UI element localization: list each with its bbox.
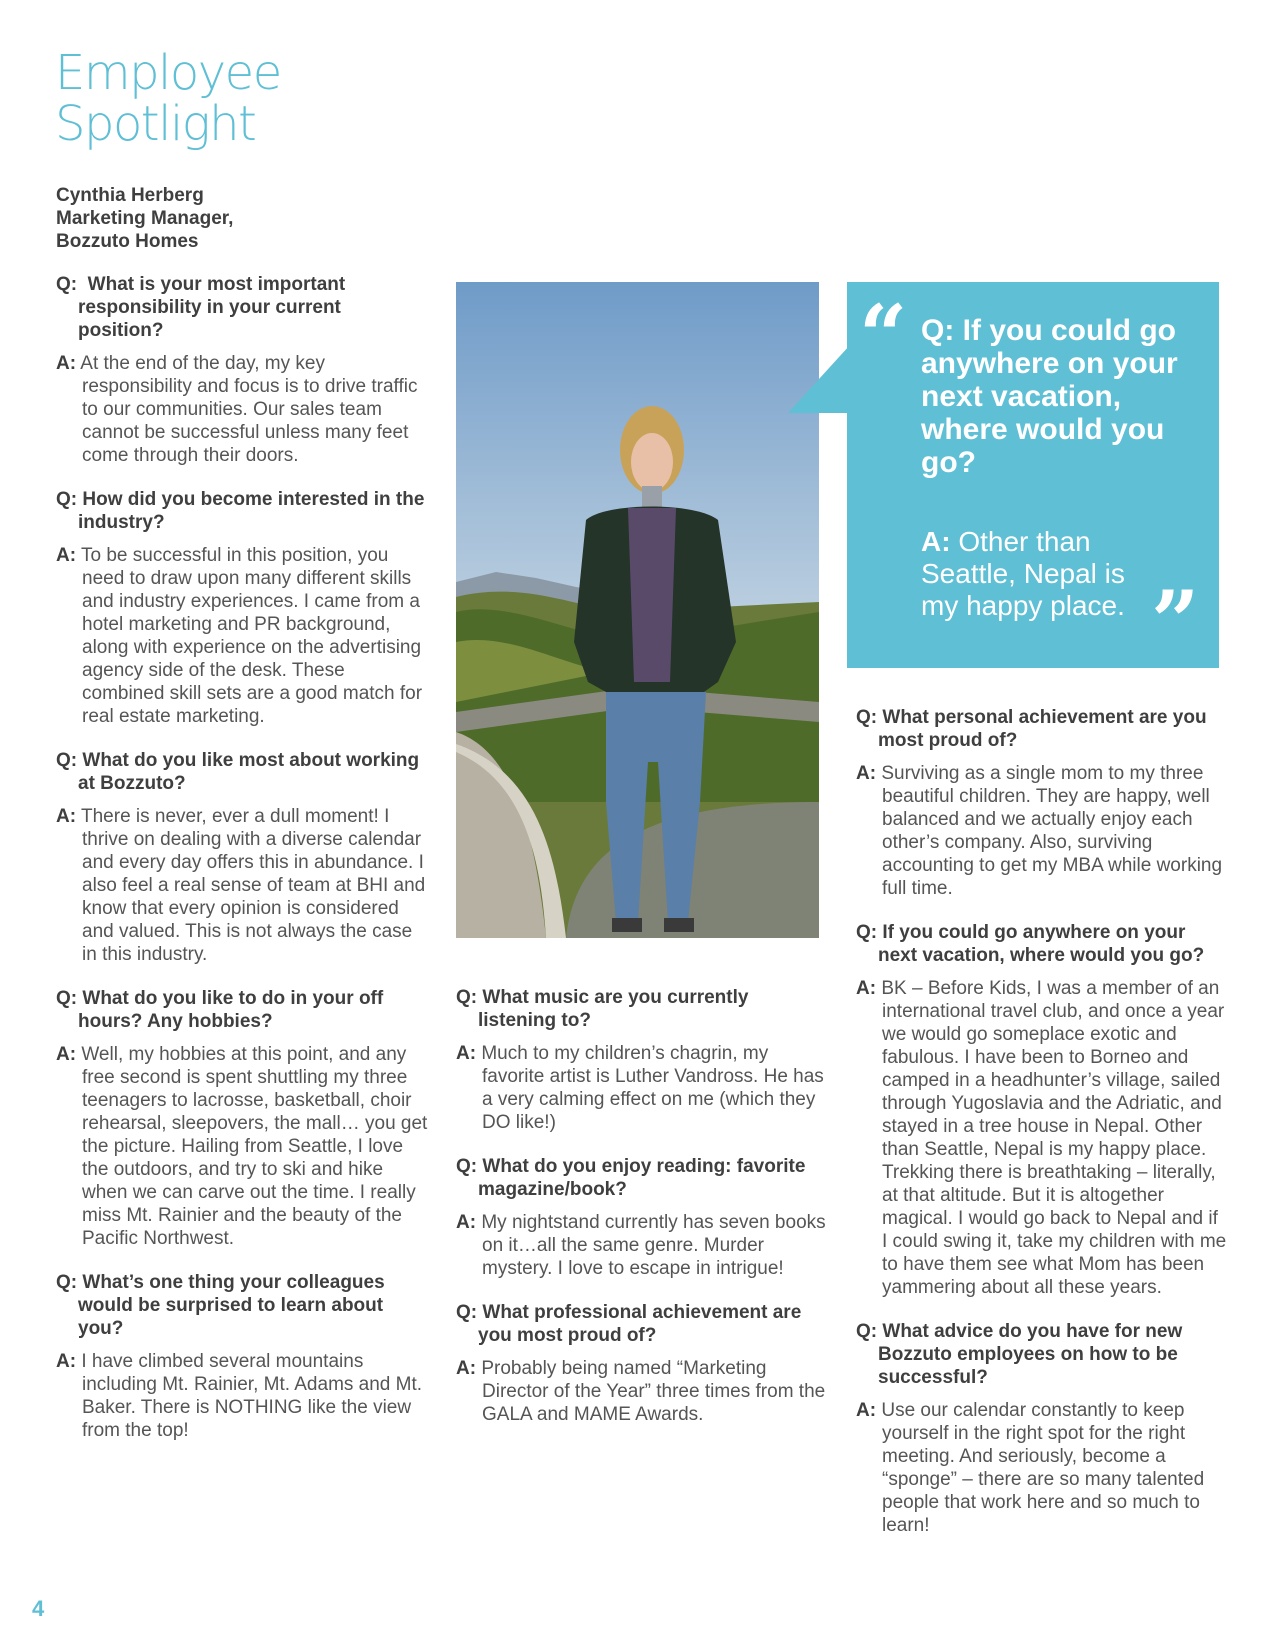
answer: A: Much to my children’s chagrin, my favorite artist is Luther Vandross. He has a very calming effect on me (which they DO like!) [456, 1043, 824, 1133]
qa-item [56, 987, 428, 1250]
answer: A: Surviving as a single mom to my three beautiful children. They are happy, well balanced and we actually enjoy each other’s company. Also, surviving accounting to get my MBA while working full time. [856, 763, 1223, 899]
qa-item [456, 1155, 826, 1280]
open-quote-icon: “ [859, 286, 908, 385]
question: Q: How did you become interested in the industry? [56, 489, 425, 533]
employee-photo-image [456, 282, 819, 938]
callout-answer: A: Other than Seattle, Nepal is my happy place. [921, 526, 1125, 621]
pull-quote-callout [847, 282, 1219, 671]
question: Q: What advice do you have for new Bozzuto employees on how to be successful? [856, 1321, 1183, 1388]
question: Q: What is your most important responsibility in your current position? [56, 274, 346, 341]
qa-item [456, 986, 826, 1134]
qa-item [856, 706, 1228, 900]
employee-name: Cynthia Herberg [56, 185, 204, 206]
question: Q: What music are you currently listening to? [456, 987, 749, 1031]
qa-item [56, 749, 428, 966]
qa-item [456, 1301, 826, 1426]
title-line-1: Employee [55, 45, 281, 101]
answer: A: Probably being named “Marketing Director of the Year” three times from the GALA and MAME Awards. [456, 1358, 826, 1425]
question: Q: What do you like most about working at Bozzuto? [56, 750, 420, 794]
question: Q: What professional achievement are you most proud of? [456, 1302, 802, 1346]
employee-photo [456, 282, 819, 938]
employee-company: Bozzuto Homes [56, 231, 199, 252]
answer: A: To be successful in this position, you need to draw upon many different skills and industry experiences. I came from a hotel marketing and PR background, along with experience on the advertising agency side of the desk. These combined skill sets are a good match for real estate marketing. [56, 545, 423, 727]
close-quote-icon: ” [1151, 572, 1200, 671]
answer: A: My nightstand currently has seven books on it…all the same genre. Murder mystery. I love to escape in intrigue! [456, 1212, 826, 1279]
answer: A: At the end of the day, my key responsibility and focus is to drive traffic to our communities. Our sales team cannot be successful unless many feet come through their doors. [56, 353, 418, 466]
callout-question: Q: If you could go anywhere on your next vacation, where would you go? [921, 314, 1178, 479]
answer: A: Use our calendar constantly to keep yourself in the right spot for the right meeting. And seriously, become a “sponge” – there are so many talented people that work here and so much to learn! [856, 1400, 1205, 1536]
employee-byline [56, 184, 233, 253]
question: Q: What’s one thing your colleagues would be surprised to learn about you? [56, 1272, 385, 1339]
question: Q: What do you enjoy reading: favorite magazine/book? [456, 1156, 806, 1200]
answer: A: There is never, ever a dull moment! I thrive on dealing with a diverse calendar and every day offers this in abundance. I also feel a real sense of team at BHI and know that every opinion is considered and valued. This is not always the case in this industry. [56, 806, 426, 965]
qa-item [856, 1320, 1228, 1537]
qa-item [856, 921, 1228, 1299]
question: Q: What do you like to do in your off hours? Any hobbies? [56, 988, 384, 1032]
employee-role: Marketing Manager, [56, 208, 234, 229]
title-line-2: Spotlight [55, 96, 256, 152]
answer: A: BK – Before Kids, I was a member of an international travel club, and once a year we would go someplace exotic and fabulous. I have been to Borneo and camped in a headhunter’s village, sailed through Yugoslavia and the Adriatic, and stayed in a tree house in Nepal. Other than Seattle, Nepal is my happy place. Trekking there is breathtaking – literally, at that altitude. But it is altogether magical. I would go back to Nepal and if I could swing it, take my children with me to have them see what Mom has been yammering about all these years. [856, 978, 1227, 1298]
interview-column-2 [456, 986, 826, 1447]
answer: A: I have climbed several mountains including Mt. Rainier, Mt. Adams and Mt. Baker. There is NOTHING like the view from the top! [56, 1351, 423, 1441]
page-title [55, 45, 281, 152]
qa-item [56, 1271, 428, 1442]
answer: A: Well, my hobbies at this point, and any free second is spent shuttling my three teenagers to lacrosse, basketball, choir rehearsal, sleepovers, the mall… you get the picture. Hailing from Seattle, I love the outdoors, and try to ski and hike when we can carve out the time. I really miss Mt. Rainier and the beauty of the Pacific Northwest. [56, 1044, 428, 1249]
interview-column-1 [56, 273, 428, 1463]
qa-item [56, 273, 428, 467]
interview-column-3 [856, 706, 1228, 1558]
page-number: 4 [32, 1596, 45, 1621]
qa-item [56, 488, 428, 728]
question: Q: If you could go anywhere on your next vacation, where would you go? [856, 922, 1205, 966]
callout-pointer [788, 345, 850, 413]
question: Q: What personal achievement are you most proud of? [856, 707, 1207, 751]
